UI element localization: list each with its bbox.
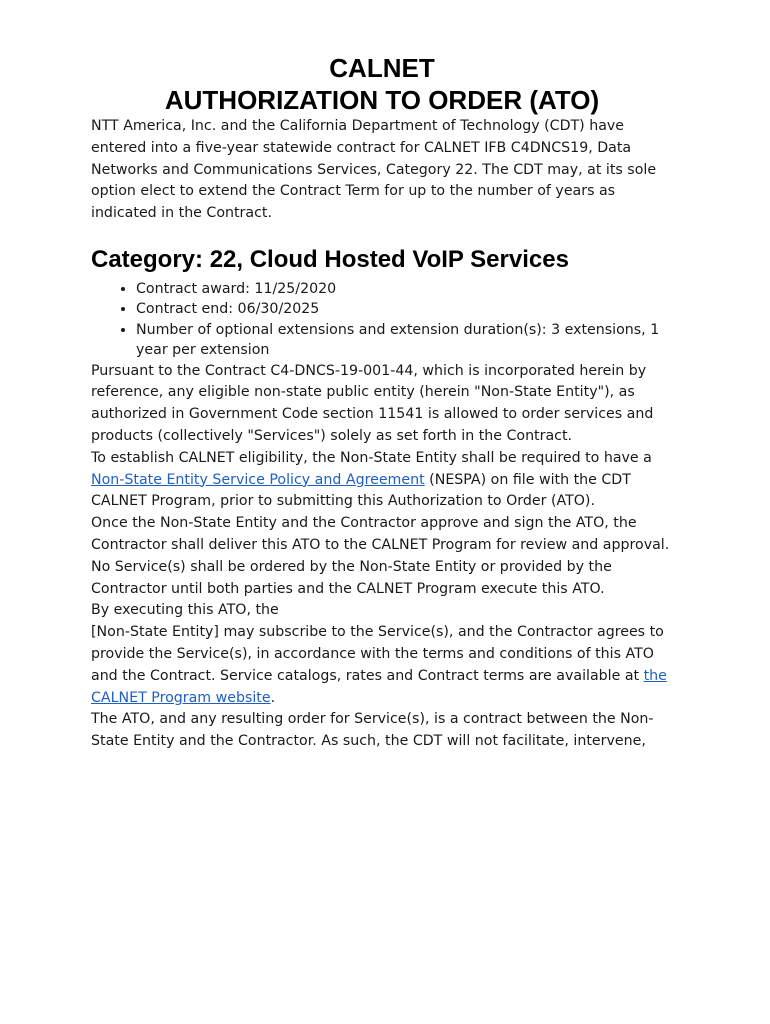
intro-paragraph: NTT America, Inc. and the California Department of Technology (CDT) have entered into a five-year statewide contract for CALNET IFB C4DNCS19, Data Networks and Communications Services, Category 22. The CDT may, at its sole option elect to extend the Contract Term for up to the number of years as indicated in the Contract. bbox=[91, 118, 657, 222]
list-item-contract-award: • Contract award: 11/25/2020 bbox=[136, 279, 673, 299]
document-title bbox=[91, 52, 673, 116]
executing-line-1: By executing this ATO, the bbox=[91, 602, 279, 619]
executing-body: [Non-State Entity] may subscribe to the Service(s), and the Contractor agrees to provide the Service(s), in accordance with the terms and conditions of this ATO and the Contract. Service catalogs, rates and Contract terms are available at bbox=[91, 624, 664, 684]
title-line-1: CALNET bbox=[329, 53, 435, 83]
category-heading: Category: 22, Cloud Hosted VoIP Services bbox=[91, 245, 569, 273]
document-page bbox=[91, 52, 673, 753]
list-item-extensions: • Number of optional extensions and extension duration(s): 3 extensions, 1 year per extension bbox=[136, 320, 673, 361]
eligibility-paragraph bbox=[91, 448, 673, 513]
contract-details-list bbox=[91, 279, 673, 361]
list-item-contract-end: • Contract end: 06/30/2025 bbox=[136, 299, 673, 319]
eligibility-text-before: To establish CALNET eligibility, the Non-State Entity shall be required to have a bbox=[91, 449, 652, 466]
title-line-2: AUTHORIZATION TO ORDER (ATO) bbox=[164, 85, 600, 115]
pursuant-paragraph: Pursuant to the Contract C4-DNCS-19-001-44, which is incorporated herein by reference, any eligible non-state public entity (herein "Non-State Entity"), as authorized in Government Code section 11541 is allowed to order services and products (collectively "Services") solely as set forth in the Contract. bbox=[91, 362, 654, 444]
approval-paragraph: Once the Non-State Entity and the Contractor approve and sign the ATO, the Contractor shall deliver this ATO to the CALNET Program for review and approval. No Service(s) shall be ordered by the Non-State Entity or provided by the Contractor until both parties and the CALNET Program execute this ATO. bbox=[91, 515, 670, 597]
nespa-link[interactable]: Non-State Entity Service Policy and Agreement bbox=[91, 471, 425, 488]
calnet-website-link[interactable]: the CALNET Program website bbox=[91, 667, 667, 706]
contract-between-paragraph: The ATO, and any resulting order for Service(s), is a contract between the Non-State Entity and the Contractor. As such, the CDT will not facilitate, intervene, bbox=[91, 711, 654, 750]
executing-text-after: . bbox=[270, 689, 276, 706]
executing-paragraph bbox=[91, 600, 673, 709]
eligibility-text-after: (NESPA) on file with the CDT CALNET Program, prior to submitting this Authorization to Order (ATO). bbox=[91, 471, 631, 510]
